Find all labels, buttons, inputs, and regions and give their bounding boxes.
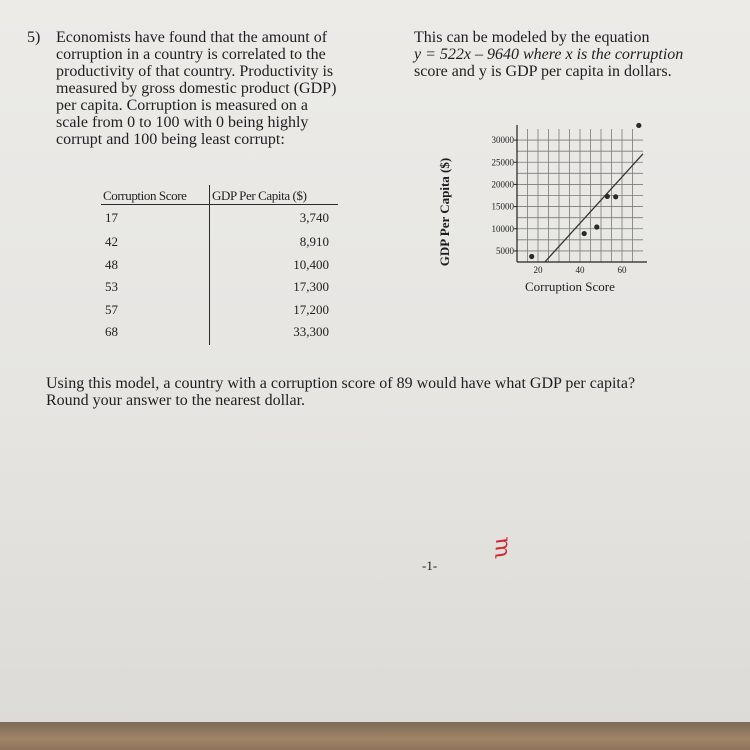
data-point [529,254,534,259]
intro-line: measured by gross domestic product (GDP) [56,80,337,97]
cell-gdp: 17,200 [293,302,329,317]
y-axis-label: GDP Per Capita ($) [437,157,452,267]
table-row [103,302,358,322]
y-tick-label: 15000 [491,201,514,212]
model-line: This can be modeled by the equation [414,29,650,46]
prompt-line: Using this model, a country with a corruption score of 89 would have what GDP per capita? [46,375,636,392]
x-tick-label: 20 [533,265,543,275]
y-tick-label: 30000 [491,135,514,146]
x-axis-label: Corruption Score [525,279,615,294]
table-row [103,257,358,277]
intro-line: corrupt and 100 being least corrupt: [56,131,285,148]
table-header [103,185,358,205]
scatter-plot-svg [455,112,675,302]
background-floor [0,722,750,750]
handwritten-mark: ᴟ [492,533,511,560]
y-tick-label: 25000 [491,157,514,168]
cell-score: 42 [105,234,118,249]
cell-gdp: 33,300 [293,324,329,339]
model-line: score and y is GDP per capita in dollars. [414,63,672,80]
data-point [582,231,587,236]
prompt-line: Round your answer to the nearest dollar. [46,392,306,409]
cell-score: 48 [105,257,118,272]
cell-score: 17 [105,210,118,225]
header-corruption-score: Corruption Score [103,188,187,203]
trend-line [545,154,643,262]
cell-score: 53 [105,279,118,294]
cell-gdp: 8,910 [299,234,329,249]
question-intro [56,29,336,148]
y-tick-label: 20000 [491,179,514,190]
scatter-chart [437,112,675,302]
intro-line: scale from 0 to 100 with 0 being highly [56,114,309,131]
data-point [605,194,610,199]
data-point [594,224,599,229]
header-gdp-per-capita: GDP Per Capita ($) [212,188,307,203]
intro-line: Economists have found that the amount of [56,29,328,46]
x-tick-label: 60 [617,265,627,275]
intro-line: corruption in a country is correlated to the [56,46,326,63]
y-tick-label: 5000 [496,245,514,256]
model-line: y = 522x – 9640 where x is the corruption [414,46,684,63]
cell-score: 68 [105,324,118,339]
y-tick-label: 10000 [491,223,514,234]
model-description [414,29,683,80]
page-number: -1- [422,558,438,573]
table-row [103,279,358,299]
data-point [636,123,641,128]
cell-gdp: 17,300 [293,279,329,294]
table-row [103,234,358,254]
header-divider [101,204,338,205]
cell-score: 57 [105,302,118,317]
x-tick-label: 40 [575,265,585,275]
cell-gdp: 3,740 [299,210,329,225]
data-point [613,194,618,199]
table-row [103,210,358,230]
intro-line: productivity of that country. Productivity is [56,63,334,80]
intro-line: per capita. Corruption is measured on a [56,97,308,114]
question-number: 5) [27,29,41,46]
cell-gdp: 10,400 [293,257,329,272]
question-prompt [46,375,635,409]
table-row [103,324,358,344]
